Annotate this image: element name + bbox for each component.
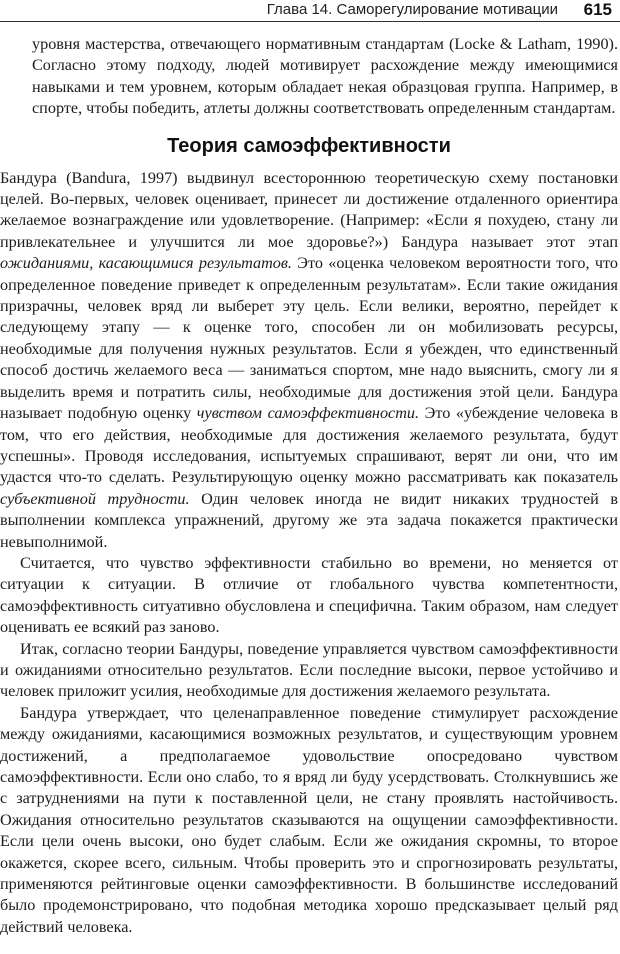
page-body <box>0 34 618 938</box>
paragraph-summary: Итак, согласно теории Бандуры, поведение управляется чувством самоэффективности и ожиданиями относительно результатов. Если последние высоки, первое устойчиво и человек приложит усилия, необходимые для достижения желаемого результата. <box>0 639 618 701</box>
term-outcome-expectations: ожиданиями, касающимися результатов. <box>0 254 292 273</box>
header-rule <box>0 21 620 22</box>
page-number: 615 <box>583 0 612 19</box>
text-run: Бандура (Bandura, 1997) выдвинул всестороннюю теоретическую схему постановки целей. Во-первых, человек оценивает, принесет ли достижение отдаленного ориентира желаемое вознаграждение или удовлетворение. (Например: «Если я похудею, стану ли привлекательнее и улучшится ли мое здоровье?») Бандура называет этот этап <box>0 168 618 251</box>
term-subjective-difficulty: субъективной трудности. <box>0 489 190 508</box>
text-run: Это «убеждение человека в том, что его действия, необходимые для достижения желаемого результата, будут успешны». Проводя исследования, испытуемых спрашивают, верят ли они, что им удастся что-то сделать. Результирующую оценку можно рассматривать как показатель <box>0 404 618 487</box>
intro-paragraph: уровня мастерства, отвечающего нормативным стандартам (Locke & Latham, 1990). Согласно этому подходу, людей мотивирует расхождение между имеющимися навыками и тем уровнем, которым обладает некая образцовая группа. Например, в спорте, чтобы победить, атлеты должны соответствовать определенным стандартам. <box>32 35 618 118</box>
text-run: Это «оценка человеком вероятности того, что определенное поведение приведет к определенным результатам». Если такие ожидания призрачны, человек вряд ли выберет эту цель. Если велики, вероятно, перейдет к следующему этапу — к оценке того, способен ли он мобилизовать ресурсы, необходимые для получения нужных результатов. Если я убежден, что единственный способ достичь желаемого веса — заниматься спортом, мне надо выяснить, смогу ли я выделить время и потратить силы, необходимые для достижения этой цели. Бандура называет подобную оценку <box>0 254 618 423</box>
chapter-title: Глава 14. Саморегулирование мотивации <box>266 1 558 18</box>
section-heading: Теория самоэффективности <box>167 134 451 157</box>
term-self-efficacy: чувством самоэффективности. <box>196 404 420 423</box>
paragraph-discrepancy: Бандура утверждает, что целенаправленное поведение стимулирует расхождение между ожиданиями, касающимися возможных результатов, и существующим уровнем достижений, а предполагаемое удовольствие опосредовано чувством самоэффективности. Если оно слабо, то я вряд ли буду усердствовать. Столкнувшись же с затруднениями на пути к поставленной цели, не стану проявлять настойчивость. Ожидания относительно результатов сказываются на ощущении самоэффективности. Если цели очень высоки, оно будет слабым. Если же ожидания скромны, то второе окажется, скорее всего, сильным. Чтобы проверить это и спрогнозировать результаты, применяются рейтинговые оценки самоэффективности. В большинстве исследований было продемонстрировано, что подобная методика хорошо предсказывает целый ряд действий человека. <box>0 703 618 936</box>
running-header <box>0 0 620 22</box>
paragraph-bandura-theory <box>0 168 618 553</box>
text-run: Один человек иногда не видит никаких трудностей в выполнении комплекса упражнений, другому же эта задача покажется практически невыполнимой. <box>0 489 618 551</box>
paragraph-stability: Считается, что чувство эффективности стабильно во времени, но меняется от ситуации к ситуации. В отличие от глобального чувства компетентности, самоэффективность ситуативно обусловлена и специфична. Таким образом, нам следует оценивать ее всякий раз заново. <box>0 553 618 637</box>
